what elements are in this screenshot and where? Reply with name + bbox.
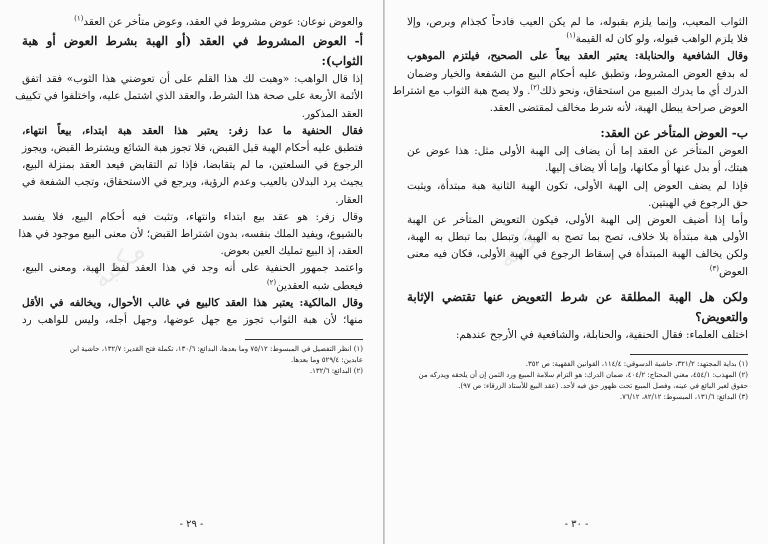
footnote: (١) انظر التفصيل في المبسوط: ٧٥/١٢ وما بعدها، البدائع: ١٣٠/٦، تكملة فتح القدير: ١٣٢/٧، حاشية ابن xyxy=(69,345,363,354)
text-line xyxy=(18,226,363,243)
text-line xyxy=(22,174,363,191)
line-text: العقد المذكور. xyxy=(301,107,363,120)
line-text: والعوض نوعان: عوض مشروط في العقد، وعوض متأخر عن العقد xyxy=(83,16,363,28)
text-line xyxy=(407,48,748,65)
text-line xyxy=(22,14,363,31)
text-line xyxy=(407,143,748,160)
line-text: العقار. xyxy=(335,193,363,206)
line-text: يجيث يرد البدلان بالعيب وعدم الرؤية، ويرجع في الاستحقاق، وتجب الشفعة في xyxy=(22,176,363,189)
footnote: (٢) المهذب: ٤٥٤/١، مغني المحتاج: ٤٠٤/٢، ضمان الدرك: هو التزام سلامة المبيع ورد الثمن إن أن يلحقه ويدركه من xyxy=(418,371,748,380)
line-text: له بدفع العوض المشروط، وتطبق عليه أحكام البيع من الشفعة والخيار وضمان xyxy=(407,67,748,80)
text-line xyxy=(407,178,748,195)
line-text: العوض صراحة يبطل الهبة، لأنه شرط مخالف لمقتضى العقد. xyxy=(489,102,748,115)
section-heading xyxy=(407,123,748,143)
text-line xyxy=(407,212,748,229)
line-text-tail: . ولا يصح هبة الثواب مع اشتراط xyxy=(392,84,531,97)
text-line xyxy=(22,260,363,277)
line-text: واعتمد جمهور الحنفية على أنه وجد في هذا العقد لفظ الهبة، ومعنى البيع، xyxy=(22,262,363,275)
text-line xyxy=(392,83,748,100)
footnote-marker: (٣) xyxy=(709,264,719,273)
line-text: العوض xyxy=(719,265,748,278)
line-text: أ- العوض المشروط في العقد (أو الهبة بشرط العوض أو هبة xyxy=(22,34,363,49)
line-text: ولكن يخالف الهبة المبتدأة في إسقاط الرجوع في الهبة الأولى، فكان فيه معنى xyxy=(407,248,748,261)
line-text: الثواب): xyxy=(321,54,363,69)
line-text: الأولى هبة مبتدأة بلا خلاف، تصح بما تصح به الهبة، وتبطل بما تبطل به الهبة، xyxy=(407,231,748,244)
text-line xyxy=(407,195,748,212)
watermark: مكتبة xyxy=(86,235,152,295)
line-text: وقال الشافعية والحنابلة: يعتبر العقد بيعاً على الصحيح، فيلتزم الموهوب xyxy=(407,50,748,63)
line-text: ب- العوض المتأخر عن العقد: xyxy=(600,126,748,141)
line-text: وقال المالكية: يعتبر هذا العقد كالبيع في غالب الأحوال، ويخالفه في الأقل xyxy=(22,296,363,309)
footnote-divider xyxy=(630,354,748,355)
line-text: فيعطى شبه العقدين xyxy=(276,279,363,292)
footnote: (٢) البدائع: ١٣٢/٦. xyxy=(309,367,363,376)
line-text: فإذا لم يضف العوض إلى الهبة الأولى، تكون الهبة الثانية هبة مبتدأة، ويثبت xyxy=(407,179,748,192)
page-number: - ٢٩ - xyxy=(179,519,204,530)
line-text: والتعويض؟ xyxy=(695,309,748,324)
text-line xyxy=(22,295,363,312)
line-text: الثواب المعيب، وإنما يلزم بقبوله، ما لم يكن العيب فادحاً كجذام وبرص، وإلا xyxy=(407,16,748,28)
page-number: - ٣٠ - xyxy=(564,519,589,530)
text-line xyxy=(407,160,748,177)
line-text: العقد، إذ البيع تمليك العين بعوض. xyxy=(220,245,363,258)
line-text: العوض المتأخر عن العقد إما أن يضاف إلى الهبة الأولى مثل: هذا عوض عن xyxy=(407,145,748,158)
line-text: الرجوع في السلعتين، ما لم يتقابضا، فإذا تم التقابض فيعد العقد بمنزلة البيع، xyxy=(22,159,363,172)
section-heading xyxy=(407,307,748,327)
line-text: وأما إذا أضيف العوض إلى الهبة الأولى، فيكون التعويض المتأخر عن الهبة xyxy=(407,214,748,227)
line-text: منها؛ لأن هبة الثواب تجوز مع جهل عوضها، وجهل أجله، وليس للواهب رد xyxy=(22,314,363,327)
text-line xyxy=(407,246,748,263)
right-page-body xyxy=(392,14,748,403)
section-heading xyxy=(22,31,363,51)
footnote: حقوق لغير البائع في عينه، وفصل المبيع تحت ظهور حق فيه لأحد. (عقد البيع للأستاذ الزرقاء: ص ٩٧). xyxy=(458,382,748,391)
text-line xyxy=(15,88,363,105)
footnote-marker: (٢) xyxy=(530,83,540,92)
line-text: الدرك أي ما يدرك المبيع من استحقاق، ونحو ذلك xyxy=(539,84,748,97)
line-text: فلا يلزم الواهب قبوله، ولو كان له القيمة xyxy=(575,33,748,46)
text-line xyxy=(22,71,363,88)
footnote-divider xyxy=(245,339,363,340)
text-line xyxy=(407,66,748,83)
left-page-body xyxy=(15,14,363,377)
text-line xyxy=(22,209,363,226)
text-line xyxy=(22,243,363,260)
footnote: (١) بداية المجتهد: ٣٢١/٢، حاشية الدسوقي: ١١٤/٤، القوانين الفقهية: ص ٣٥٢. xyxy=(525,360,748,369)
footnote: (٣) البدائع: ١٣١/٦، المبسوط: ٨٢/١٢، ٧٦/١٢. xyxy=(619,393,748,402)
text-line xyxy=(407,14,748,31)
text-line xyxy=(22,278,363,295)
line-text: إذا قال الواهب: «وهبت لك هذا القلم على أن تعوضني هذا الثوب» فقد اتفق xyxy=(22,73,363,86)
watermark: مكتبة xyxy=(491,215,557,275)
line-text: اختلف العلماء: فقال الحنفية، والحنابلة، والشافعية في الأرجح عندهم: xyxy=(455,328,748,341)
line-text: هبتك، أو بدل عنها أو مكانها، وإما ألا يضاف إليها. xyxy=(545,162,748,175)
footnote-marker: (٢) xyxy=(266,278,277,287)
footnote-marker: (١) xyxy=(566,31,576,40)
line-text: حق الرجوع في الهبتين. xyxy=(648,196,748,209)
line-text: بالشيوع، ويفيد الملك بنفسه، بدون اشتراط القبض؛ لأن معنى البيع موجود في هذا xyxy=(18,228,363,241)
line-text: وقال زفر: هو عقد بيع ابتداء وانتهاء، وتثبت فيه أحكام البيع، فلا يفسد xyxy=(22,210,363,223)
section-heading xyxy=(407,287,748,307)
text-line xyxy=(407,31,748,48)
text-line xyxy=(22,140,363,157)
text-line xyxy=(22,157,363,174)
text-line xyxy=(407,264,748,281)
line-text: ولكن هل الهبة المطلقة عن شرط التعويض عنها تقتضي الإثابة xyxy=(407,289,748,304)
text-line xyxy=(407,229,748,246)
text-line xyxy=(407,327,748,344)
line-text: فتطبق عليه أحكام الهبة قبل القبض، فلا تجوز هبة الشائع ويشترط القبض، ويجوز xyxy=(22,142,363,155)
footnote: عابدين: ٥٢٩/٤ وما بعدها. xyxy=(291,356,363,365)
footnote-marker: (١) xyxy=(74,14,84,23)
text-line xyxy=(22,312,363,329)
line-text: الأئمة الأربعة على صحة هذا الشرط، والعقد الذي اشتمل عليه، واختلفوا في تكييف xyxy=(15,90,363,103)
text-line xyxy=(22,123,363,140)
right-page xyxy=(384,0,768,544)
text-line xyxy=(22,106,363,123)
text-line xyxy=(407,100,748,117)
line-text: فقال الحنفية ما عدا زفر: يعتبر هذا العقد هبة ابتداء، بيعاً انتهاء، xyxy=(22,124,363,137)
text-line xyxy=(22,192,363,209)
section-heading xyxy=(22,51,363,71)
